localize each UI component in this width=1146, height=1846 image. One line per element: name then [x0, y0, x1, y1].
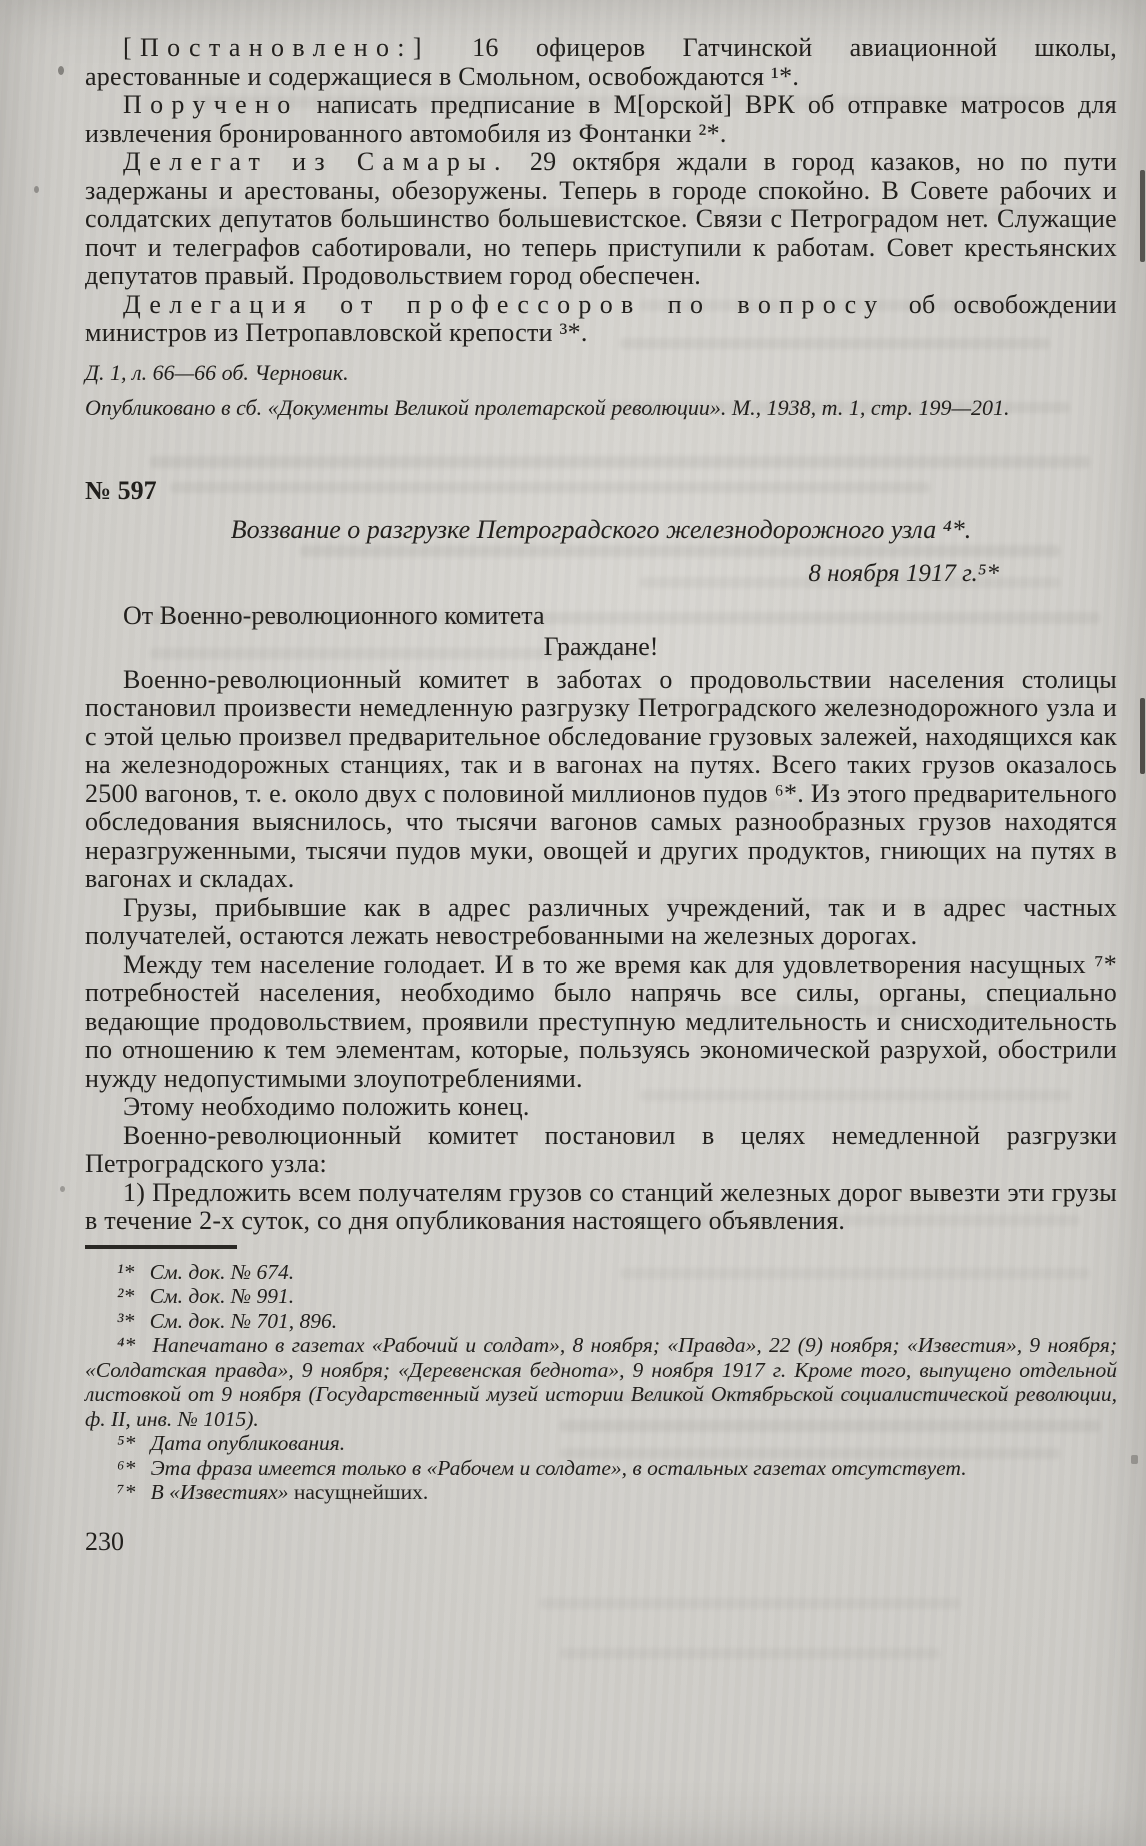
document-597: [85, 476, 1117, 1236]
body-paragraph: Между тем население голодает. И в то же время как для удовлетворения насущных ⁷* потребностей населения, необходимо было напрячь все силы, органы, специально ведающие продовольствием, проявили преступную медлительность и снисходительность по отношению к тем элементам, которые, пользуясь экономической разрухой, обострили нужду недопустимыми злоупотреблениями.: [85, 949, 1117, 1093]
spaced-lead: Делегация от профессоров по вопросу: [123, 289, 886, 319]
archive-reference: Д. 1, л. 66—66 об. Черновик.: [85, 359, 349, 385]
footnote-marker: ⁵*: [117, 1431, 136, 1455]
paragraph-text: 16 офицеров Гатчинской авиационной школы, арестованные и содержащиеся в Смольном, освобождаются ¹*.: [85, 33, 1117, 91]
scan-edge-mark: [1140, 170, 1145, 262]
spaced-lead: Поручено: [123, 90, 299, 119]
footnote-text-roman: насущнейших.: [293, 1480, 429, 1504]
footnote-text: В «Известиях»: [150, 1480, 289, 1504]
paragraph: [85, 148, 1117, 291]
footnote-marker: ⁷*: [117, 1480, 136, 1504]
paragraph: [85, 291, 1117, 348]
footnote: [85, 1480, 1117, 1505]
footnote-marker: ⁶*: [117, 1455, 136, 1480]
scan-speck: [60, 1186, 65, 1192]
salutation: Граждане!: [543, 631, 659, 661]
footnote: [85, 1309, 1117, 1334]
footnote-marker: ¹*: [117, 1259, 135, 1284]
body-paragraph: Грузы, прибывшие как в адрес различных учреждений, так и в адрес частных получателей, остаются лежать невостребованными на железных дорогах.: [85, 892, 1117, 950]
body-paragraph: Военно-революционный комитет в заботах о продовольствии населения столицы постановил произвести немедленную разгрузку Петроградского железнодорожного узла и с этой целью произвел предварительное обследование грузовых залежей, находящихся как на железнодорожных станциях, так и в вагонах на путях. Всего таких грузов оказалось 2500 вагонов, т. е. около двух с половиной миллионов пудов ⁶*. Из этого предварительного обследования выяснилось, что тысячи вагонов самых разнообразных грузов находятся неразгруженными, тысячи пудов муки, овощей и других продуктов, гниющих на путях в вагонах и складах.: [85, 664, 1117, 893]
spaced-lead: Делегат из Самары.: [123, 147, 509, 176]
spaced-lead: [Постановлено:]: [123, 33, 430, 62]
body-paragraph: Военно-революционный комитет постановил в целях немедленной разгрузки Петроградского узла:: [85, 1120, 1117, 1178]
footnote: [85, 1456, 1117, 1481]
footnote-text: См. док. № 674.: [149, 1259, 295, 1284]
scan-edge-mark: [1131, 1455, 1138, 1464]
footnote-marker: ²*: [117, 1284, 135, 1308]
scan-speck: [58, 66, 64, 75]
body-paragraph: Этому необходимо положить конец.: [123, 1092, 530, 1121]
footnote-marker: ³*: [117, 1308, 135, 1333]
footnote-text: См. док. № 991.: [149, 1284, 295, 1308]
document-body: [85, 666, 1117, 1236]
scan-speck: [34, 186, 39, 193]
paragraph-text: 29 октября ждали в город казаков, но по пути задержаны и арестованы, обезоружены. Теперь в городе спокойно. В Совете рабочих и солдатских депутатов большинство большевистское. Связи с Петроградом нет. Служащие почт и телеграфов саботировали, но теперь приступили к работам. Совет крестьянских депутатов правый. Продовольствием город обеспечен.: [85, 147, 1117, 290]
page-content: [85, 34, 1117, 1557]
paragraph: [85, 91, 1117, 148]
document-date: 8 ноября 1917 г.⁵*: [808, 559, 999, 587]
footnote: [85, 1431, 1117, 1456]
footnote-text: Эта фраза имеется только в «Рабочем и солдате», в остальных газетах отсутствует.: [150, 1455, 967, 1480]
footnotes: [85, 1260, 1117, 1505]
page-number: 230: [85, 1526, 124, 1556]
footnote-marker: ⁴*: [117, 1333, 136, 1357]
footnote-text: См. док. № 701, 896.: [149, 1308, 338, 1333]
footnote-text: Дата опубликования.: [150, 1431, 346, 1455]
paragraph: [85, 34, 1117, 91]
publication-reference: Опубликовано в сб. «Документы Великой пролетарской революции». М., 1938, т. 1, стр. 199—201.: [85, 394, 1010, 420]
show-through-line: [540, 1598, 960, 1609]
paragraph-text: об освобождении министров из Петропавловской крепости ³*.: [85, 289, 1117, 347]
show-through-line: [560, 1648, 940, 1659]
document-title: Воззвание о разгрузке Петроградского железнодорожного узла ⁴*.: [230, 514, 972, 544]
footnote-divider: [85, 1245, 237, 1249]
body-paragraph: 1) Предложить всем получателям грузов со станций железных дорог вывезти эти грузы в течение 2-х суток, со дня опубликования настоящего объявления.: [85, 1177, 1117, 1235]
paragraph-text: написать предписание в М[орской] ВРК об отправке матросов для извлечения бронированного автомобиля из Фонтанки ²*.: [85, 90, 1117, 148]
previous-document-fragment: [85, 34, 1117, 420]
document-number: № 597: [85, 475, 157, 505]
document-issuer-line: От Военно-революционного комитета: [123, 600, 545, 630]
footnote: [85, 1333, 1117, 1431]
scan-edge-mark: [1140, 698, 1145, 774]
footnote: [85, 1260, 1117, 1285]
footnote-text: Напечатано в газетах «Рабочий и солдат», 8 ноября; «Правда», 22 (9) ноября; «Известия», 9 ноября; «Солдатская правда», 9 ноября; «Деревенская беднота», 9 ноября 1917 г. Кроме того, выпущено отдельной листовкой от 9 ноября (Государственный музей истории Великой Октябрьской социалистической революции, ф. II, инв. № 1015).: [85, 1333, 1118, 1431]
footnote: [85, 1284, 1117, 1309]
